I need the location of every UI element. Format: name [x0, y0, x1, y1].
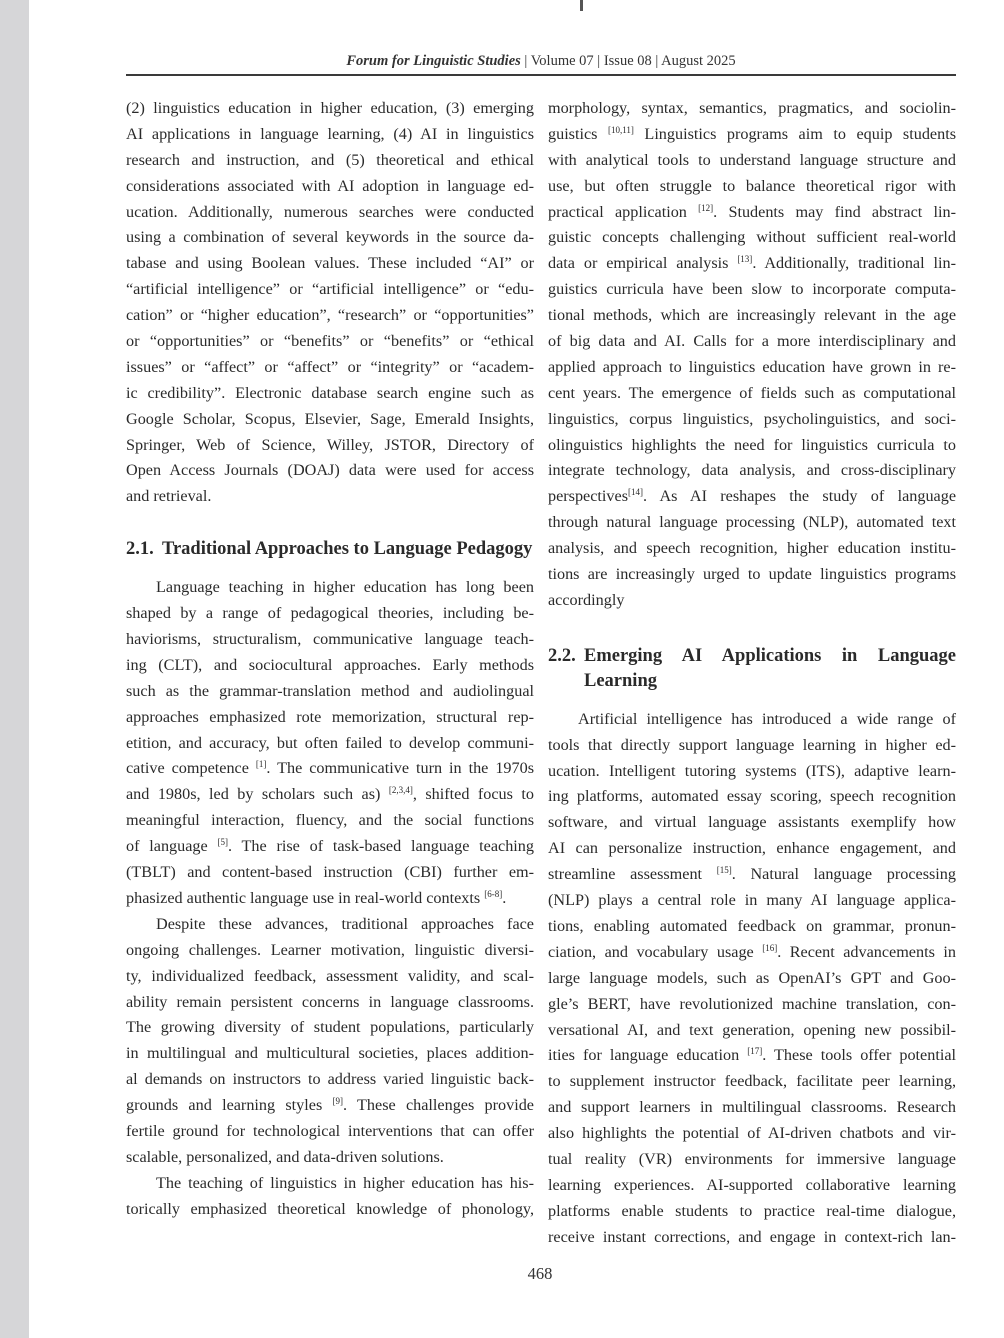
line-text: or “opportunities” or “benefits” or “benefits” or “ethical — [126, 332, 534, 351]
citation-ref[interactable]: [1] — [255, 759, 267, 770]
text-line — [548, 303, 956, 329]
text-line — [126, 122, 534, 148]
line-text: and support learners in multilingual classrooms. Research — [548, 1098, 956, 1117]
line-text: guistics — [548, 124, 608, 143]
line-text: shaped by a range of pedagogical theories, including be- — [126, 604, 534, 623]
text-line — [548, 992, 956, 1018]
line-text: ty, individualized feedback, assessment validity, and scal- — [126, 966, 534, 985]
line-text: morphology, syntax, semantics, pragmatics, and sociolin- — [548, 99, 956, 117]
text-line — [126, 200, 534, 226]
line-text: . The rise of task-based language teaching — [227, 837, 534, 856]
text-line — [548, 510, 956, 536]
section-heading-2-1 — [126, 537, 534, 562]
text-line — [548, 407, 956, 433]
text-line — [548, 733, 956, 759]
text-line — [126, 627, 534, 653]
line-text: considerations associated with AI adoption in language ed- — [126, 176, 534, 195]
page-number: 468 — [527, 1264, 553, 1283]
line-text: tional methods, which are increasingly relevant in the age — [548, 306, 956, 325]
header-separator: | — [593, 53, 604, 69]
line-text: AI applications in language learning, (4) AI in linguistics — [126, 124, 534, 143]
text-line — [548, 759, 956, 785]
line-text: . These tools offer potential — [762, 1046, 957, 1065]
text-line — [126, 251, 534, 277]
paragraph-traditional-approaches — [126, 575, 534, 912]
text-line — [126, 886, 534, 912]
line-text: tabase and using Boolean values. These included “AI” or — [126, 254, 534, 273]
journal-title: Forum for Linguistic Studies — [346, 53, 521, 69]
text-line — [548, 381, 956, 407]
citation-ref[interactable]: [10,11] — [607, 124, 634, 135]
text-line — [126, 964, 534, 990]
text-line — [126, 355, 534, 381]
paragraph-challenges — [126, 912, 534, 1171]
page-top-mark — [580, 0, 583, 11]
text-line — [126, 1015, 534, 1041]
text-line — [548, 277, 956, 303]
line-text: . Students may find abstract lin- — [713, 202, 956, 221]
text-line — [548, 836, 956, 862]
line-text: tions are increasingly urged to update linguistics programs — [548, 565, 956, 584]
header-separator: | — [520, 53, 531, 69]
text-line — [126, 1041, 534, 1067]
text-line — [548, 355, 956, 381]
line-text: with analytical tools to understand language structure and — [548, 150, 956, 169]
line-text: The teaching of linguistics in higher education has his- — [156, 1173, 534, 1192]
line-text: Artificial intelligence has introduced a wide range of — [578, 709, 956, 728]
text-line — [126, 1197, 534, 1223]
text-line — [126, 225, 534, 251]
line-text: haviorisms, structuralism, communicative language teach- — [126, 630, 534, 649]
line-text: Language teaching in higher education has long been — [156, 578, 534, 597]
line-text: such as the grammar-translation method and audiolingual — [126, 681, 534, 700]
line-text: ing platforms, automated essay scoring, speech recognition — [548, 787, 956, 806]
line-text: and retrieval. — [126, 487, 212, 506]
line-text: data or empirical analysis — [548, 254, 738, 273]
line-text: , shifted focus to — [412, 785, 534, 804]
line-text: large language models, such as OpenAI’s GPT and Goo- — [548, 968, 956, 987]
line-text: analysis, and speech recognition, higher education institu- — [548, 539, 956, 558]
line-text: ing (CLT), and sociocultural approaches. Early methods — [126, 655, 534, 674]
line-text: . — [502, 888, 507, 907]
issue-label: Issue 08 — [603, 53, 652, 69]
text-line — [548, 810, 956, 836]
text-line — [548, 588, 956, 614]
text-line — [548, 484, 956, 510]
line-text: ic credibility”. Electronic database search engine such as — [126, 383, 534, 402]
text-line — [126, 990, 534, 1016]
text-line — [548, 562, 956, 588]
text-line — [548, 707, 956, 733]
line-text: . Natural language processing — [731, 865, 956, 884]
line-text: streamline assessment — [548, 865, 717, 884]
section-title: Emerging AI Applications in Language Learning — [584, 645, 956, 691]
running-header — [126, 53, 956, 70]
text-line — [548, 200, 956, 226]
line-text: etition, and accuracy, but often failed to develop communi- — [126, 733, 534, 752]
line-text: perspectives — [548, 487, 629, 506]
viewer-side-margin — [0, 0, 29, 1338]
line-text: “artificial intelligence” or “artificial intelligence” or “edu- — [126, 280, 534, 299]
text-line — [126, 938, 534, 964]
line-text: and 1980s, led by scholars such as) — [126, 785, 389, 804]
line-text: . As AI reshapes the study of language — [643, 487, 956, 506]
citation-ref[interactable]: [17] — [747, 1046, 763, 1057]
text-line — [126, 705, 534, 731]
line-text: Linguistics programs aim to equip students — [633, 124, 956, 143]
text-line — [548, 458, 956, 484]
text-line — [126, 484, 534, 510]
text-line — [126, 381, 534, 407]
section-number: 2.1. — [126, 539, 154, 560]
line-text: linguistics, corpus linguistics, psycholinguistics, and soci- — [548, 409, 956, 428]
line-text: scalable, personalized, and data-driven solutions. — [126, 1147, 444, 1166]
text-line — [548, 96, 956, 122]
citation-ref[interactable]: [6-8] — [484, 888, 503, 899]
text-line — [126, 433, 534, 459]
text-line — [548, 433, 956, 459]
text-line — [548, 1225, 956, 1251]
citation-ref[interactable]: [12] — [698, 202, 714, 213]
line-text: to supplement instructor feedback, facilitate peer learning, — [548, 1072, 956, 1091]
line-text: tions, enabling automated feedback on grammar, pronun- — [548, 916, 956, 935]
text-line — [126, 1067, 534, 1093]
line-text: guistics curricula have been slow to incorporate computa- — [548, 280, 956, 299]
volume-label: Volume 07 — [530, 53, 594, 69]
text-line — [126, 458, 534, 484]
text-line — [126, 601, 534, 627]
text-line — [548, 1043, 956, 1069]
citation-ref[interactable]: [5] — [217, 837, 228, 848]
line-text: . These challenges provide — [343, 1096, 534, 1115]
line-text: using a combination of several keywords in the source da- — [126, 228, 534, 247]
paragraph-linguistics-programs — [548, 96, 956, 614]
text-line — [126, 575, 534, 601]
citation-ref[interactable]: [2,3,4] — [388, 785, 413, 796]
text-line — [548, 329, 956, 355]
text-line — [548, 148, 956, 174]
text-line — [126, 1093, 534, 1119]
text-line — [548, 1199, 956, 1225]
text-line — [126, 1145, 534, 1171]
text-line — [548, 1173, 956, 1199]
text-line — [126, 148, 534, 174]
line-text: al demands on instructors to address varied linguistic back- — [126, 1070, 534, 1089]
line-text: accordingly — [548, 590, 625, 609]
line-text: approaches emphasized rote memorization, structural rep- — [126, 707, 534, 726]
line-text: ongoing challenges. Learner motivation, linguistic diversi- — [126, 940, 534, 959]
text-line — [548, 122, 956, 148]
line-text: ucation. Intelligent tutoring systems (ITS), adaptive learn- — [548, 761, 956, 780]
text-line — [126, 653, 534, 679]
text-line — [548, 1069, 956, 1095]
text-line — [126, 303, 534, 329]
citation-ref[interactable]: [15] — [716, 865, 732, 876]
line-text: meaningful interaction, fluency, and the social functions — [126, 811, 534, 830]
line-text: torically emphasized theoretical knowledge of phonology, — [126, 1199, 534, 1218]
line-text: gle’s BERT, have revolutionized machine translation, con- — [548, 994, 956, 1013]
text-line — [548, 225, 956, 251]
line-text: ciation, and vocabulary usage — [548, 942, 763, 961]
line-text: practical application — [548, 202, 699, 221]
text-line — [548, 784, 956, 810]
line-text: phasized authentic language use in real-world contexts — [126, 888, 485, 907]
line-text: Despite these advances, traditional approaches face — [156, 914, 534, 933]
line-text: cation” or “higher education”, “research” or “opportunities” — [126, 306, 534, 325]
line-text: . The communicative turn in the 1970s — [266, 759, 535, 778]
line-text: applied approach to linguistics education have grown in re- — [548, 357, 956, 376]
text-line — [126, 756, 534, 782]
text-line — [126, 731, 534, 757]
line-text: research and instruction, and (5) theoretical and ethical — [126, 150, 534, 169]
text-line — [548, 966, 956, 992]
left-column — [126, 96, 534, 1223]
line-text: also highlights the potential of AI-driven chatbots and vir- — [548, 1124, 956, 1143]
section-title: Traditional Approaches to Language Pedagogy — [162, 539, 533, 560]
line-text: fertile ground for technological interventions that can offer — [126, 1121, 534, 1140]
text-line — [126, 834, 534, 860]
line-text: ability remain persistent concerns in language classrooms. — [126, 992, 534, 1011]
text-line — [548, 862, 956, 888]
line-text: grounds and learning styles — [126, 1096, 333, 1115]
text-line — [126, 1171, 534, 1197]
text-line — [548, 940, 956, 966]
right-column — [548, 96, 956, 1251]
text-line — [548, 1095, 956, 1121]
line-text: cative competence — [126, 759, 256, 778]
text-line — [126, 912, 534, 938]
line-text: use, but often struggle to balance theoretical rigor with — [548, 176, 956, 195]
line-text: ities for language education — [548, 1046, 748, 1065]
line-text: AI can personalize instruction, enhance engagement, and — [548, 839, 956, 858]
text-line — [548, 914, 956, 940]
line-text: tools that directly support language learning in higher ed- — [548, 735, 956, 754]
text-line — [548, 1147, 956, 1173]
text-line — [548, 888, 956, 914]
line-text: ucation. Additionally, numerous searches were conducted — [126, 202, 534, 221]
line-text: software, and virtual language assistants exemplify how — [548, 813, 956, 832]
section-heading-2-2 — [548, 644, 956, 694]
text-line — [126, 1119, 534, 1145]
line-text: The growing diversity of student populations, particularly — [126, 1018, 534, 1037]
line-text: (TBLT) and content-based instruction (CBI) further em- — [126, 863, 534, 882]
line-text: Springer, Web of Science, Willey, JSTOR, Directory of — [126, 435, 534, 454]
header-separator: | — [651, 53, 662, 69]
header-rule — [126, 74, 956, 76]
text-line — [126, 782, 534, 808]
line-text: . Additionally, traditional lin- — [752, 254, 956, 273]
paragraph-ai-applications — [548, 707, 956, 1251]
section-number: 2.2. — [548, 645, 576, 666]
text-line — [548, 536, 956, 562]
issue-date: August 2025 — [661, 53, 736, 69]
text-line — [126, 679, 534, 705]
line-text: olinguistics highlights the need for linguistics curricula to — [548, 435, 956, 454]
line-text: learning experiences. AI-supported collaborative learning — [548, 1175, 956, 1194]
text-line — [126, 860, 534, 886]
paragraph-linguistics-teaching — [126, 1171, 534, 1223]
text-line — [548, 1018, 956, 1044]
text-line — [126, 329, 534, 355]
line-text: versational AI, and text generation, opening new possibil- — [548, 1020, 956, 1039]
text-line — [126, 277, 534, 303]
line-text: Open Access Journals (DOAJ) data were used for access — [126, 461, 534, 480]
text-line — [126, 407, 534, 433]
line-text: platforms enable students to practice real-time dialogue, — [548, 1201, 956, 1220]
line-text: guistic concepts challenging without sufficient real-world — [548, 228, 956, 247]
text-line — [126, 96, 534, 122]
line-text: cent years. The emergence of fields such as computational — [548, 383, 956, 402]
text-line — [126, 808, 534, 834]
line-text: (NLP) plays a central role in many AI language applica- — [548, 891, 956, 910]
text-line — [548, 251, 956, 277]
line-text: issues” or “affect” or “affect” or “integrity” or “academ- — [126, 357, 534, 376]
line-text: (2) linguistics education in higher education, (3) emerging — [126, 99, 534, 117]
citation-ref[interactable]: [14] — [628, 487, 644, 498]
citation-ref[interactable]: [13] — [737, 254, 753, 265]
text-line — [548, 174, 956, 200]
line-text: . Recent advancements in — [777, 942, 956, 961]
line-text: receive instant corrections, and engage in context-rich lan- — [548, 1227, 956, 1246]
citation-ref[interactable]: [16] — [762, 942, 778, 953]
line-text: Google Scholar, Scopus, Elsevier, Sage, Emerald Insights, — [126, 409, 534, 428]
line-text: through natural language processing (NLP), automated text — [548, 513, 956, 532]
line-text: tual reality (VR) environments for immersive language — [548, 1149, 956, 1168]
line-text: integrate technology, data analysis, and cross-disciplinary — [548, 461, 956, 480]
line-text: of language — [126, 837, 218, 856]
line-text: of big data and AI. Calls for a more interdisciplinary and — [548, 332, 956, 351]
intro-paragraph — [126, 96, 534, 510]
line-text: in multilingual and multicultural societies, places addition- — [126, 1044, 534, 1063]
text-line — [126, 174, 534, 200]
text-line — [548, 1121, 956, 1147]
citation-ref[interactable]: [9] — [332, 1096, 344, 1107]
